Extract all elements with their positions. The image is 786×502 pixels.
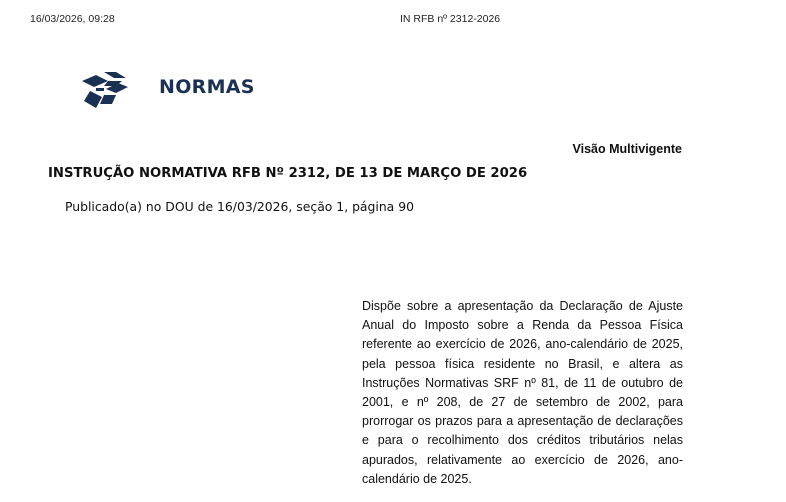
print-timestamp: 16/03/2026, 09:28 xyxy=(30,13,115,25)
receita-federal-logo-icon xyxy=(82,72,130,108)
brand-title: NORMAS xyxy=(159,76,255,98)
vigencia-label: Visão Multivigente xyxy=(572,142,682,156)
document-ementa: Dispõe sobre a apresentação da Declaração de Ajuste Anual do Imposto sobre a Renda da Pessoa Física referente ao exercício de 2026, ano-calendário de 2025, pela pessoa física residente no Brasil, e altera as Instruções Normativas SRF nº 81, de 11 de outubro de 2001, e nº 208, de 27 de setembro de 2002, para prorrogar os prazos para a apresentação de declarações e para o recolhimento dos créditos tributários nelas apurados, relativamente ao exercício de 2026, ano-calendário de 2025. xyxy=(362,299,683,486)
publication-info: Publicado(a) no DOU de 16/03/2026, seção 1, página 90 xyxy=(65,199,414,214)
document-title: INSTRUÇÃO NORMATIVA RFB Nº 2312, DE 13 DE MARÇO DE 2026 xyxy=(48,166,528,181)
print-document-ref: IN RFB nº 2312-2026 xyxy=(400,13,501,25)
